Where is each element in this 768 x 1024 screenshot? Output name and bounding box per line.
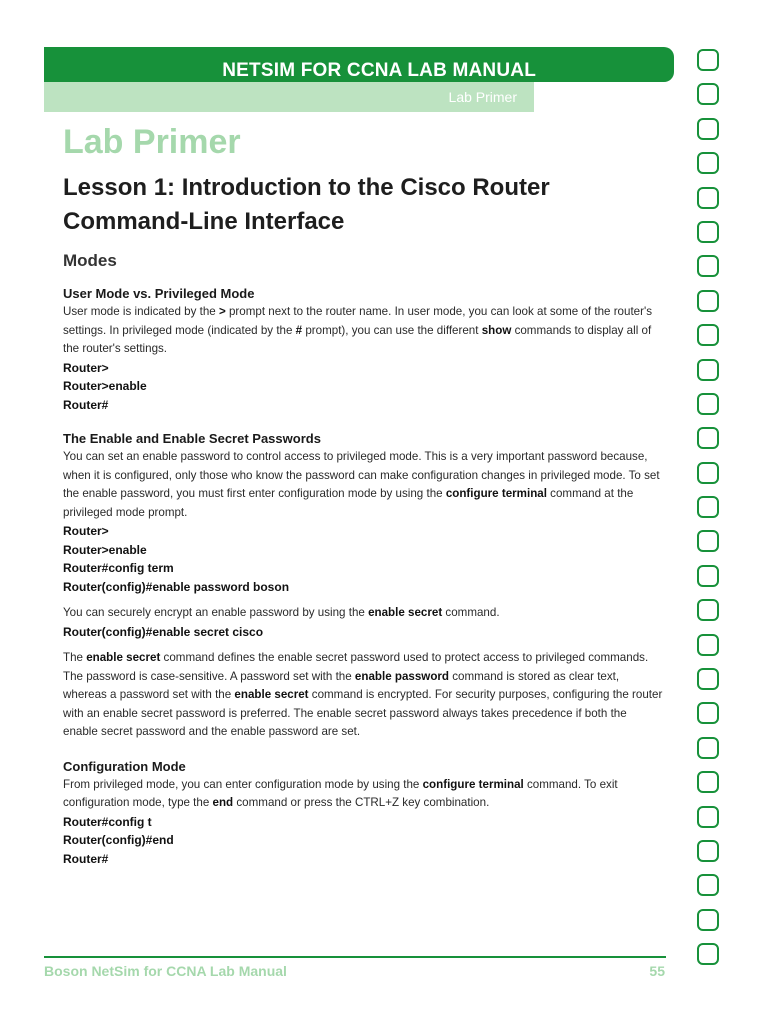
- code-line: Router#: [63, 851, 109, 866]
- code-line: Router#: [63, 397, 109, 412]
- binding-ring-icon: [697, 634, 719, 656]
- page-content: [63, 124, 663, 868]
- page-number: 55: [649, 963, 665, 979]
- user-mode-heading: User Mode vs. Privileged Mode: [63, 286, 255, 302]
- binding-ring-icon: [697, 49, 719, 71]
- binding-ring-icon: [697, 737, 719, 759]
- code-line: Router(config)#enable secret cisco: [63, 624, 264, 639]
- binding-ring-icon: [697, 909, 719, 931]
- code-line: Router(config)#enable password boson: [63, 579, 290, 594]
- bold-run: enable secret: [86, 651, 161, 665]
- footer-title: Boson NetSim for CCNA Lab Manual: [44, 963, 287, 979]
- text-run: From privileged mode, you can enter configuration mode by using the: [63, 777, 423, 791]
- bold-run: end: [212, 796, 234, 810]
- bold-run: >: [218, 305, 226, 319]
- enable-secret-explanation: [63, 649, 663, 742]
- enable-secret-paragraph: [63, 604, 663, 623]
- text-run: command. To exit configuration mode, type the: [63, 777, 618, 810]
- bold-run: enable password: [354, 669, 449, 683]
- config-mode-paragraph: [63, 776, 663, 813]
- footer-divider: [44, 956, 666, 958]
- code-line: Router#config term: [63, 561, 174, 576]
- binding-ring-icon: [697, 221, 719, 243]
- enable-passwords-heading: The Enable and Enable Secret Passwords: [63, 431, 321, 447]
- text-run: command.: [442, 606, 500, 620]
- binding-ring-icon: [697, 393, 719, 415]
- binding-ring-icon: [697, 152, 719, 174]
- bold-run: show: [481, 323, 512, 337]
- binding-ring-icon: [697, 943, 719, 965]
- binding-ring-icon: [697, 359, 719, 381]
- bold-run: enable secret: [234, 688, 309, 702]
- binding-ring-icon: [697, 462, 719, 484]
- section-banner: [44, 82, 534, 112]
- code-line: Router#config t: [63, 814, 152, 829]
- text-run: commands to display all of the router's settings.: [63, 323, 652, 356]
- binding-ring-icon: [697, 530, 719, 552]
- text-run: prompt next to the router name. In user mode, you can look at some of the router's settings. In privileged mode (indicated by the: [63, 305, 652, 337]
- binding-ring-icon: [697, 874, 719, 896]
- enable-passwords-paragraph: [63, 448, 663, 522]
- code-line: Router>enable: [63, 542, 147, 557]
- binding-ring-icon: [697, 840, 719, 862]
- code-line: Router>: [63, 360, 109, 375]
- text-run: command is stored as clear text, whereas a password set with the: [63, 669, 620, 702]
- manual-title: NETSIM FOR CCNA LAB MANUAL: [222, 60, 536, 81]
- text-run: prompt), you can use the different: [302, 323, 482, 337]
- text-run: command defines the enable secret password used to protect access to privileged commands. The password is case-sensitive. A password set with the: [63, 651, 649, 683]
- binding-ring-icon: [697, 496, 719, 518]
- bold-run: configure terminal: [445, 487, 547, 501]
- binding-ring-icon: [697, 118, 719, 140]
- binding-ring-icon: [697, 255, 719, 277]
- section-title: Lab Primer: [448, 89, 517, 105]
- user-mode-paragraph: [63, 303, 663, 359]
- binding-ring-icon: [697, 702, 719, 724]
- binding-ring-icon: [697, 187, 719, 209]
- lesson-title: [63, 171, 663, 239]
- text-run: The: [63, 651, 87, 665]
- binding-ring-icon: [697, 427, 719, 449]
- binding-ring-icon: [697, 806, 719, 828]
- text-run: User mode is indicated by the: [63, 305, 219, 319]
- binding-ring-icon: [697, 599, 719, 621]
- lesson-title-line2: Command-Line Interface: [63, 208, 345, 236]
- text-run: You can set an enable password to control access to privileged mode. This is a very important password because, when it is configured, only those who know the password can make configuration changes in privileged mode. To set the enable password, you must first enter configuration mode by using the: [63, 450, 660, 501]
- spiral-binding: [697, 49, 723, 978]
- binding-ring-icon: [697, 324, 719, 346]
- lesson-title-line1: Lesson 1: Introduction to the Cisco Router: [63, 174, 550, 202]
- code-line: Router(config)#end: [63, 833, 174, 848]
- text-run: command is encrypted. For security purposes, configuring the router with an enable secret password is preferred. The enable secret password always takes precedence if both the enable secret password and the enable password are set.: [63, 688, 663, 739]
- code-line: Router>enable: [63, 379, 147, 394]
- config-mode-heading: Configuration Mode: [63, 758, 186, 774]
- header-banner: [44, 47, 674, 82]
- binding-ring-icon: [697, 83, 719, 105]
- bold-run: #: [295, 323, 303, 337]
- code-line: Router>: [63, 524, 109, 539]
- bold-run: enable secret: [368, 606, 443, 620]
- text-run: command at the privileged mode prompt.: [63, 487, 634, 519]
- binding-ring-icon: [697, 668, 719, 690]
- binding-ring-icon: [697, 290, 719, 312]
- binding-ring-icon: [697, 565, 719, 587]
- modes-heading: Modes: [63, 251, 117, 271]
- bold-run: configure terminal: [422, 777, 524, 791]
- binding-ring-icon: [697, 771, 719, 793]
- text-run: command or press the CTRL+Z key combination.: [233, 796, 490, 810]
- text-run: You can securely encrypt an enable password by using the: [63, 606, 369, 620]
- page-title: Lab Primer: [63, 123, 241, 161]
